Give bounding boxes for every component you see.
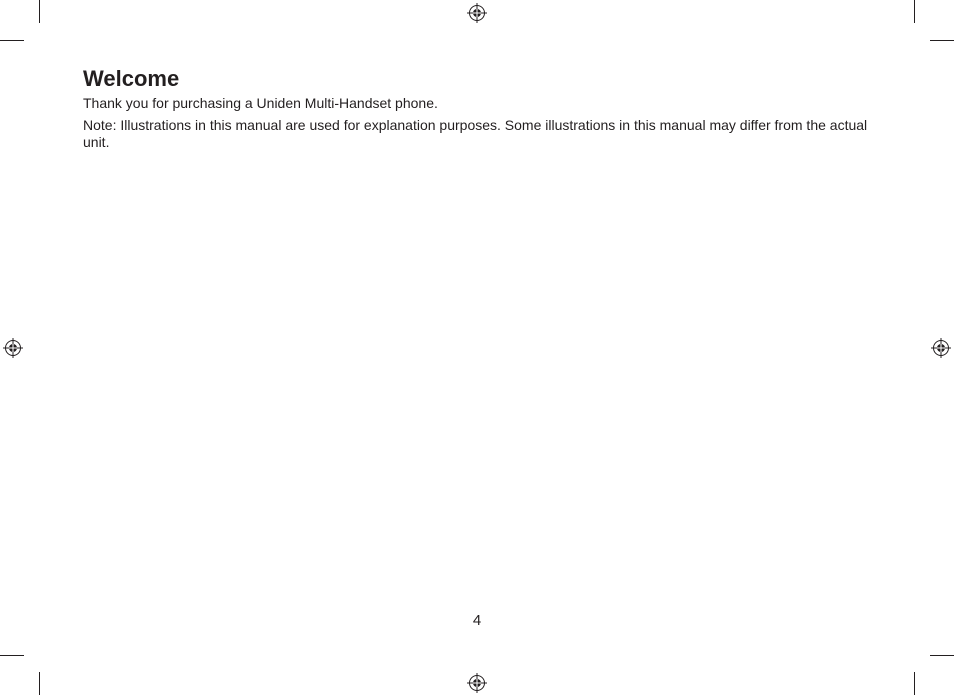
crop-mark-top-right [914, 0, 915, 23]
page-title: Welcome [83, 66, 180, 91]
crop-mark-bottom-left [39, 672, 40, 695]
registration-crosshair-icon [467, 3, 487, 23]
crop-mark-left-top [0, 40, 24, 41]
crop-mark-right-top [930, 40, 954, 41]
page-content [83, 65, 883, 156]
crop-mark-top-left [39, 0, 40, 23]
crop-mark-right-bottom [930, 655, 954, 656]
registration-crosshair-icon [3, 338, 23, 358]
intro-paragraph: Thank you for purchasing a Uniden Multi-Handset phone. [83, 95, 438, 111]
registration-crosshair-icon [931, 338, 951, 358]
page-number: 4 [472, 612, 482, 629]
crop-mark-left-bottom [0, 655, 24, 656]
registration-crosshair-icon [467, 673, 487, 693]
note-paragraph: Note: Illustrations in this manual are used for explanation purposes. Some illustrations in this manual may differ from the actual unit. [83, 117, 868, 150]
crop-mark-bottom-right [914, 672, 915, 695]
